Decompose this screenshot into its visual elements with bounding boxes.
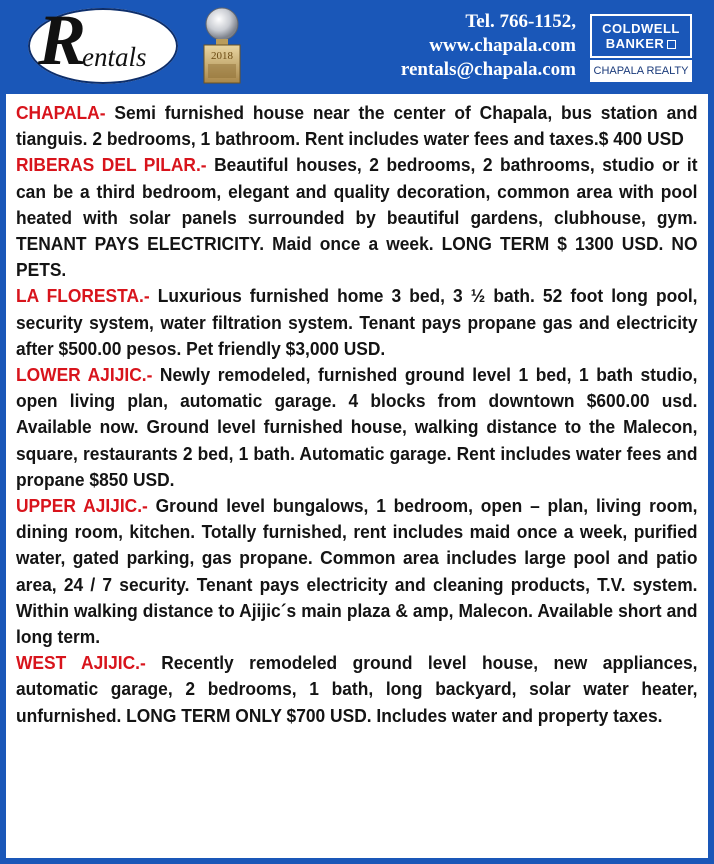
listing-chapala (16, 100, 698, 152)
listing-area: LA FLORESTA.- (16, 285, 150, 307)
brand-subtitle: CHAPALA REALTY (590, 60, 692, 82)
logo-word: entals (82, 42, 147, 72)
trophy-graphic (200, 6, 244, 86)
listing-lower-ajijic (16, 362, 698, 493)
logo-initial: R (38, 0, 87, 80)
listing-la-floresta (16, 283, 698, 362)
coldwell-banker-logo (590, 14, 692, 58)
listing-area: WEST AJIJIC.- (16, 652, 146, 674)
brand-line2: BANKER (605, 36, 665, 51)
listing-description: Beautiful houses, 2 bedrooms, 2 bathrooms, studio or it can be a third bedroom, elegant and quality decoration, common area with pool heated with solar panels surrounded by beautiful gardens, clubhouse, gym. TENANT PAYS ELECTRICITY. Maid once a week. LONG TERM $ 1300 USD. NO PETS. (16, 154, 698, 281)
listing-upper-ajijic (16, 493, 698, 650)
header (0, 0, 714, 92)
award-year: 2018 (211, 50, 233, 62)
listing-description: Semi furnished house near the center of Chapala, bus station and tianguis. 2 bedrooms, 1 bathroom. Rent includes water fees and taxes.$ 400 USD (16, 102, 698, 150)
listings-panel (6, 94, 708, 858)
website-link[interactable]: www.chapala.com (429, 35, 576, 56)
listing-area: RIBERAS DEL PILAR.- (16, 154, 207, 176)
email-link[interactable]: rentals@chapala.com (400, 59, 576, 80)
listing-area: UPPER AJIJIC.- (16, 495, 148, 517)
listing-area: LOWER AJIJIC.- (16, 364, 153, 386)
award-trophy-icon (200, 6, 244, 86)
contact-info (401, 10, 576, 82)
listing-description: Newly remodeled, furnished ground level 1 bed, 1 bath studio, open living plan, automatic garage. 4 blocks from downtown $600.00 usd. Available now. Ground level furnished house, walking distance to the Malecon, square, restaurants 2 bed, 1 bath. Automatic garage. Rent includes water fees and propane $850 USD. (16, 364, 698, 490)
listing-description: Recently remodeled ground level house, new appliances, automatic garage, 2 bedrooms, 1 bath, long backyard, solar water heater, unfurnished. LONG TERM ONLY $700 USD. Includes water and property taxes. (16, 652, 698, 726)
phone-number: Tel. 766-1152, (465, 11, 576, 32)
listing-description: Luxurious furnished home 3 bed, 3 ½ bath. 52 foot long pool, security system, water filtration system. Tenant pays propane gas and electricity after $500.00 pesos. Pet friendly $3,000 USD. (16, 285, 698, 359)
rentals-logo-text (38, 0, 151, 80)
listing-area: CHAPALA- (16, 102, 106, 123)
brand-line1: COLDWELL (602, 21, 680, 36)
listing-riberas-del-pilar (16, 152, 698, 283)
listing-west-ajijic (16, 650, 698, 729)
brand-square-icon (667, 40, 676, 49)
listing-description: Ground level bungalows, 1 bedroom, open – plan, living room, dining room, kitchen. Totally furnished, rent includes maid once a week, purified water, gated parking, gas propane. Common area includes large pool and patio area, 24 / 7 security. Tenant pays electricity and cleaning products, T.V. system. Within walking distance to Ajijic´s main plaza & amp, Malecon. Available short and long term. (16, 495, 698, 648)
